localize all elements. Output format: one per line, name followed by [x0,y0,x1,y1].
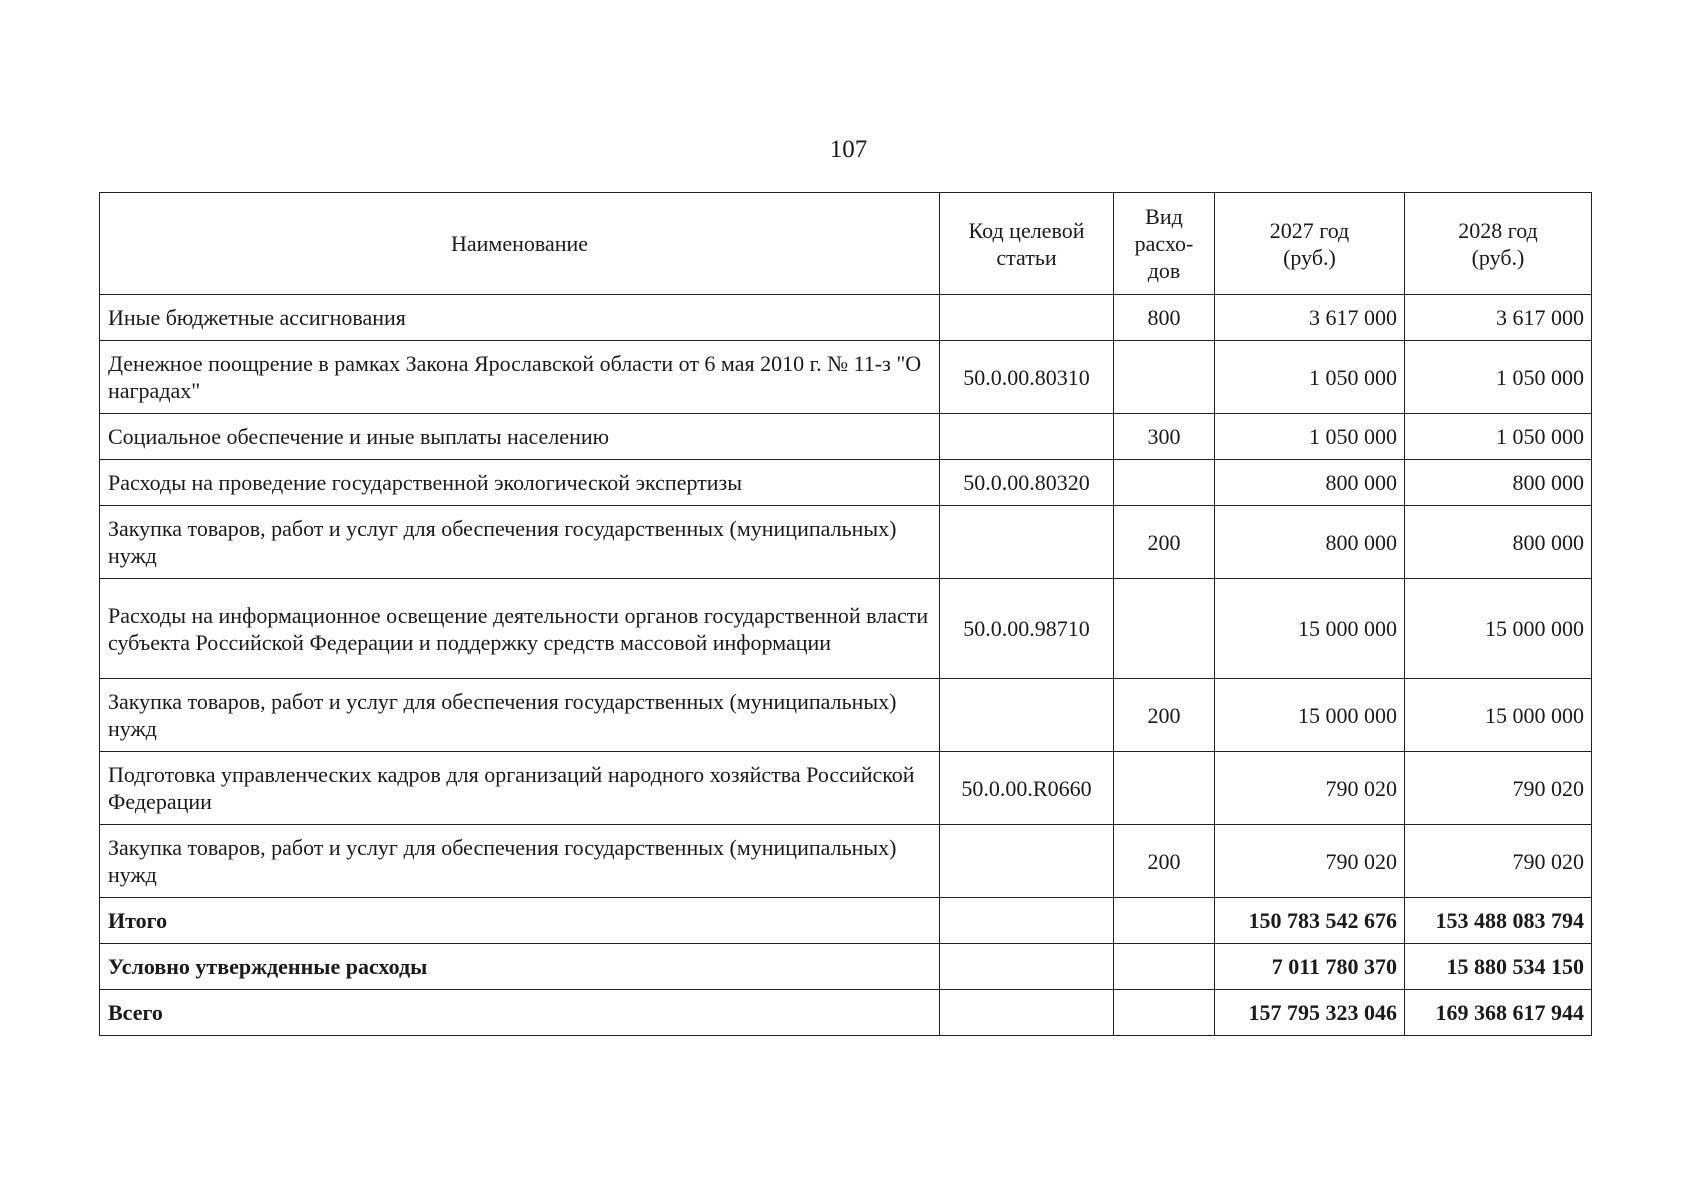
header-2028 [1405,193,1592,295]
row-name: Условно утвержденные расходы [100,944,940,990]
header-name: Наименование [100,193,940,295]
row-amount-2027: 15 000 000 [1215,579,1405,679]
table-row [100,579,1592,679]
header-2027-label: 2027 год (руб.) [1269,217,1350,270]
header-code [940,193,1114,295]
row-name: Закупка товаров, работ и услуг для обеспечения государственных (муниципальных) нужд [100,506,940,579]
header-expense-type-label: Вид расхо-дов [1134,204,1194,283]
row-expense-type [1114,752,1215,825]
row-amount-2027: 7 011 780 370 [1215,944,1405,990]
row-amount-2028: 15 000 000 [1405,579,1592,679]
row-code [940,679,1114,752]
row-name: Закупка товаров, работ и услуг для обеспечения государственных (муниципальных) нужд [100,825,940,898]
header-code-label: Код целевой статьи [968,217,1085,270]
row-code [940,944,1114,990]
header-2027 [1215,193,1405,295]
row-name: Иные бюджетные ассигнования [100,295,940,341]
row-code [940,295,1114,341]
row-amount-2028: 15 880 534 150 [1405,944,1592,990]
row-name: Всего [100,990,940,1036]
row-name: Закупка товаров, работ и услуг для обеспечения государственных (муниципальных) нужд [100,679,940,752]
header-expense-type [1114,193,1215,295]
row-name: Социальное обеспечение и иные выплаты населению [100,414,940,460]
row-amount-2028: 1 050 000 [1405,341,1592,414]
row-amount-2028: 3 617 000 [1405,295,1592,341]
row-amount-2027: 15 000 000 [1215,679,1405,752]
row-amount-2027: 800 000 [1215,460,1405,506]
row-code: 50.0.00.80310 [940,341,1114,414]
row-amount-2027: 1 050 000 [1215,414,1405,460]
table-header-row [100,193,1592,295]
row-expense-type: 200 [1114,679,1215,752]
table-row [100,295,1592,341]
table-row [100,341,1592,414]
table-row [100,679,1592,752]
row-amount-2027: 790 020 [1215,752,1405,825]
budget-table [99,192,1592,1036]
row-name: Расходы на информационное освещение деятельности органов государственной власти субъекта Российской Федерации и поддержку средств массовой информации [100,579,940,679]
table-row [100,414,1592,460]
row-amount-2028: 790 020 [1405,825,1592,898]
row-amount-2028: 169 368 617 944 [1405,990,1592,1036]
row-name: Денежное поощрение в рамках Закона Ярославской области от 6 мая 2010 г. № 11-з "О наградах" [100,341,940,414]
row-amount-2027: 3 617 000 [1215,295,1405,341]
row-expense-type [1114,460,1215,506]
row-amount-2027: 1 050 000 [1215,341,1405,414]
row-expense-type: 200 [1114,825,1215,898]
page-number: 107 [829,136,868,163]
row-amount-2028: 790 020 [1405,752,1592,825]
row-code [940,506,1114,579]
row-amount-2027: 150 783 542 676 [1215,898,1405,944]
row-code [940,825,1114,898]
row-expense-type [1114,579,1215,679]
grand-total-row [100,990,1592,1036]
table-row [100,506,1592,579]
row-expense-type [1114,898,1215,944]
row-amount-2028: 15 000 000 [1405,679,1592,752]
header-2028-label: 2028 год (руб.) [1458,217,1538,270]
total-row [100,898,1592,944]
row-code: 50.0.00.R0660 [940,752,1114,825]
row-expense-type: 300 [1114,414,1215,460]
row-code [940,898,1114,944]
row-name: Подготовка управленческих кадров для организаций народного хозяйства Российской Федерации [100,752,940,825]
row-amount-2028: 153 488 083 794 [1405,898,1592,944]
row-amount-2028: 800 000 [1405,506,1592,579]
table-row [100,825,1592,898]
row-expense-type: 200 [1114,506,1215,579]
row-name: Итого [100,898,940,944]
conditional-expenses-row [100,944,1592,990]
table-row [100,460,1592,506]
row-amount-2028: 800 000 [1405,460,1592,506]
row-name: Расходы на проведение государственной экологической экспертизы [100,460,940,506]
row-expense-type [1114,944,1215,990]
row-code: 50.0.00.98710 [940,579,1114,679]
table-row [100,752,1592,825]
row-expense-type [1114,990,1215,1036]
row-code [940,414,1114,460]
row-amount-2027: 800 000 [1215,506,1405,579]
row-expense-type [1114,341,1215,414]
row-expense-type: 800 [1114,295,1215,341]
row-amount-2028: 1 050 000 [1405,414,1592,460]
row-amount-2027: 157 795 323 046 [1215,990,1405,1036]
row-code: 50.0.00.80320 [940,460,1114,506]
row-code [940,990,1114,1036]
row-amount-2027: 790 020 [1215,825,1405,898]
